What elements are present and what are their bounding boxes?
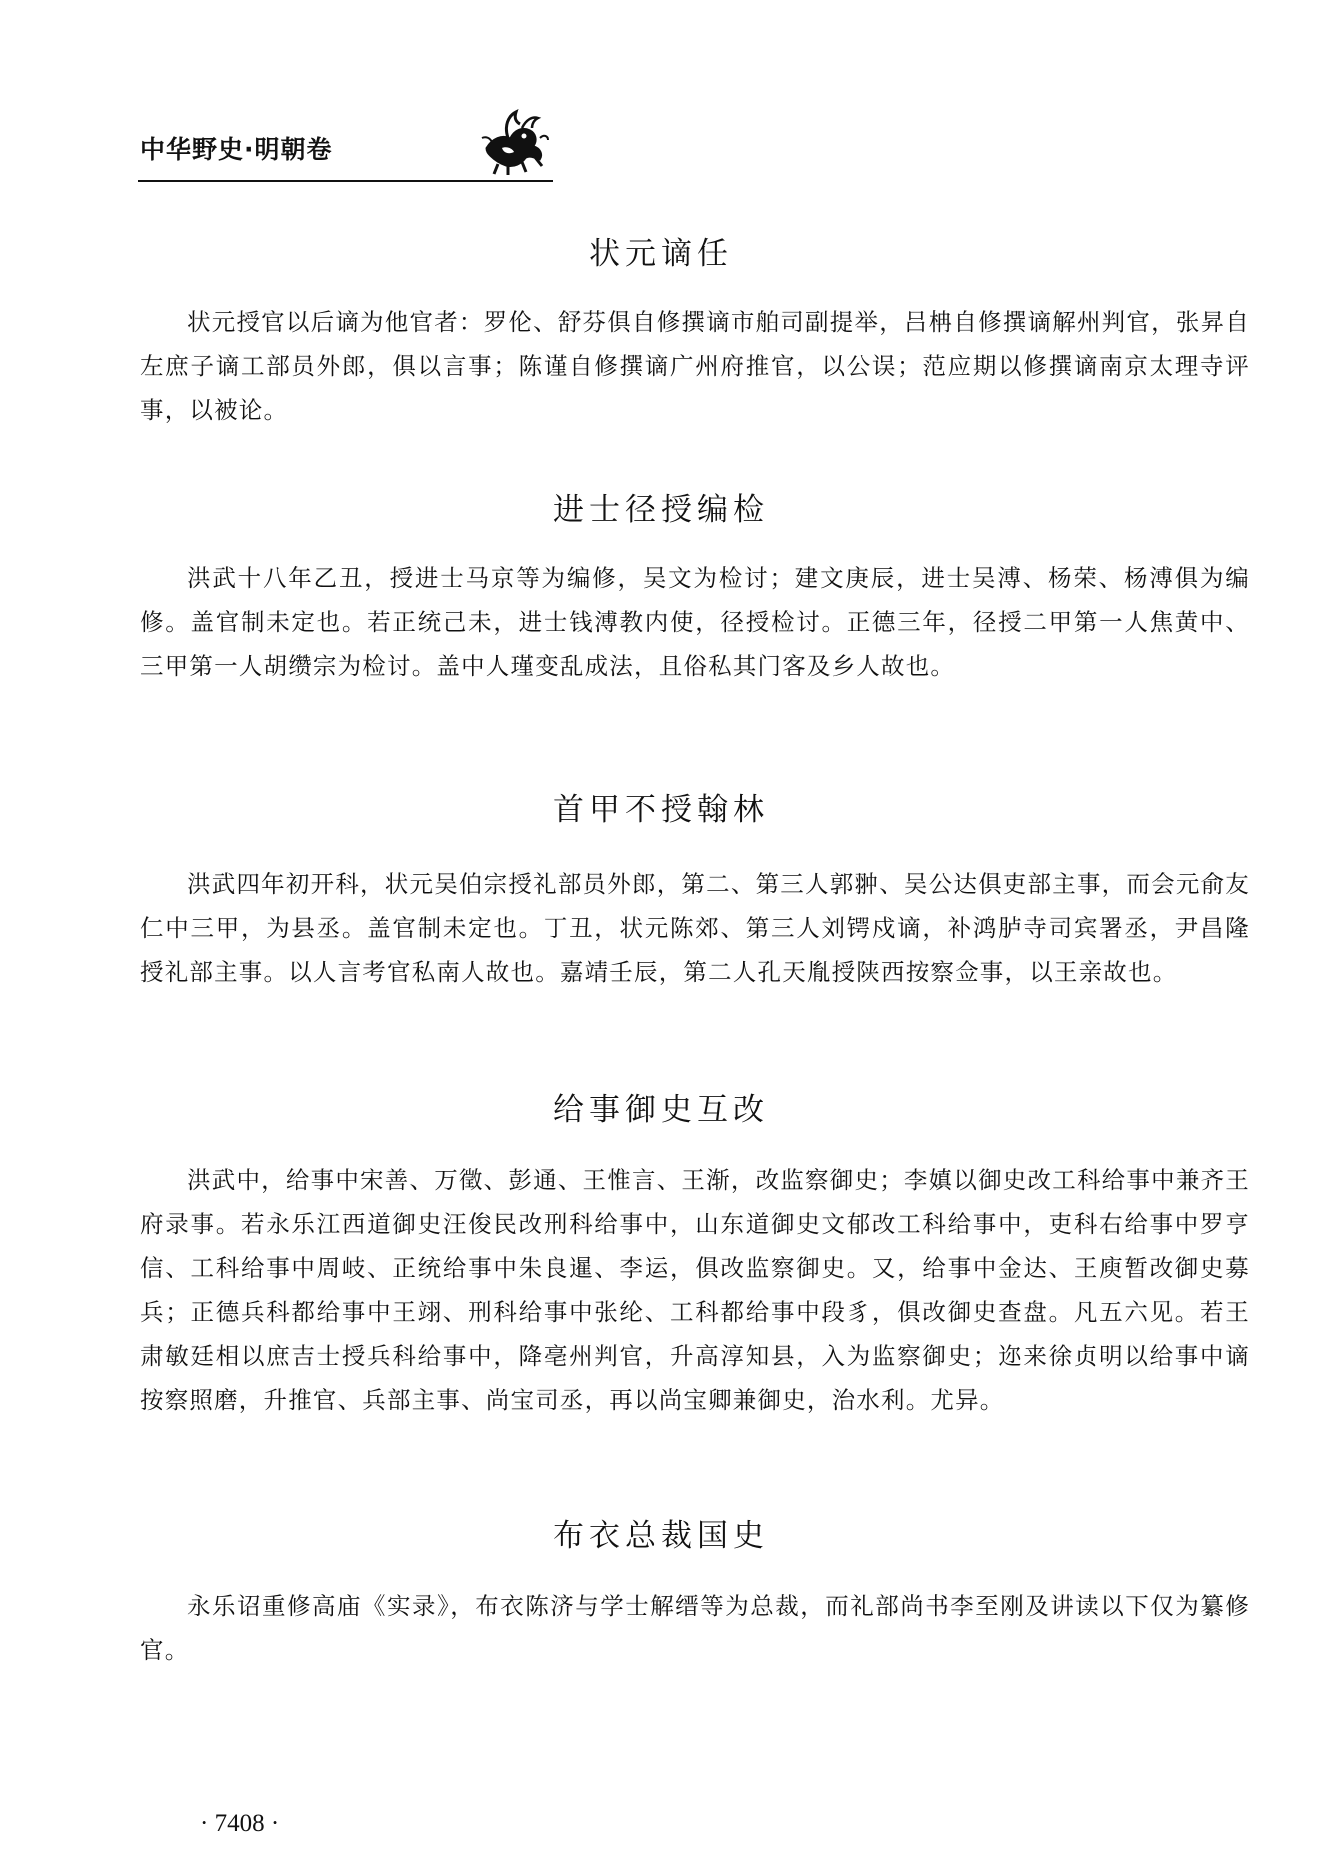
dragon-icon <box>478 108 550 176</box>
running-header <box>138 108 553 182</box>
section-title: 布衣总裁国史 <box>553 1518 769 1554</box>
section-title: 进士径授编检 <box>553 492 769 528</box>
section-title: 首甲不授翰林 <box>553 792 769 828</box>
book-title: 中华野史·明朝卷 <box>140 135 333 164</box>
page-number: · 7408 · <box>200 1810 280 1837</box>
section-title: 给事御史互改 <box>553 1092 769 1128</box>
section-paragraph: 永乐诏重修高庙《实录》，布衣陈济与学士解缙等为总裁，而礼部尚书李至刚及讲读以下仅为纂修官。 <box>140 1592 1250 1664</box>
section-paragraph: 洪武十八年乙丑，授进士马京等为编修，吴文为检讨；建文庚辰，进士吴溥、杨荣、杨溥俱为编修。盖官制未定也。若正统己未，进士钱溥教内使，径授检讨。正德三年，径授二甲第一人焦黄中、三甲第一人胡缵宗为检讨。盖中人瑾变乱成法，且俗私其门客及乡人故也。 <box>140 564 1250 680</box>
section-title: 状元谪任 <box>589 236 733 272</box>
section-paragraph: 状元授官以后谪为他官者：罗伦、舒芬俱自修撰谪市舶司副提举，吕柟自修撰谪解州判官，张昇自左庶子谪工部员外郎，俱以言事；陈谨自修撰谪广州府推官，以公误；范应期以修撰谪南京太理寺评事，以被论。 <box>140 308 1250 424</box>
section-paragraph: 洪武中，给事中宋善、万徵、彭通、王惟言、王渐，改监察御史；李嫃以御史改工科给事中兼齐王府录事。若永乐江西道御史汪俊民改刑科给事中，山东道御史文郁改工科给事中，吏科右给事中罗亨信、工科给事中周岐、正统给事中朱良暹、李运，俱改监察御史。又，给事中金达、王庾暂改御史募兵；正德兵科都给事中王翊、刑科给事中张纶、工科都给事中段豸，俱改御史查盘。凡五六见。若王肃敏廷相以庶吉士授兵科给事中，降亳州判官，升高淳知县，入为监察御史；迩来徐贞明以给事中谪按察照磨，升推官、兵部主事、尚宝司丞，再以尚宝卿兼御史，治水利。尤异。 <box>140 1166 1250 1414</box>
section-paragraph: 洪武四年初开科，状元吴伯宗授礼部员外郎，第二、第三人郭翀、吴公达俱吏部主事，而会元俞友仁中三甲，为县丞。盖官制未定也。丁丑，状元陈郊、第三人刘锷戍谪，补鸿胪寺司宾署丞，尹昌隆授礼部主事。以人言考官私南人故也。嘉靖壬辰，第二人孔天胤授陕西按察佥事，以王亲故也。 <box>140 870 1250 986</box>
